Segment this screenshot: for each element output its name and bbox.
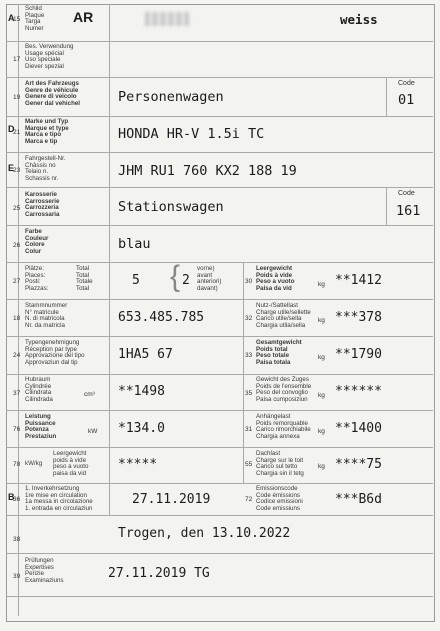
divider [6,116,433,117]
field-number: 38 [13,536,21,543]
field-number: 26 [13,242,21,249]
payload-value: ***378 [335,310,382,325]
body-code: 161 [396,203,421,219]
divider [6,152,433,153]
code-label: Code [398,190,415,197]
first-registration-value: 27.11.2019 [132,492,211,507]
seats-front-value: 2 [182,273,190,288]
label-chassis: Fahrgestell-Nr. Châssis no Telaio n. Schassis nr. [25,155,66,182]
unit-kw: kW [88,428,98,435]
label-plate: Schild Plaque Targa Numer [25,5,45,32]
field-number: 19 [13,94,21,101]
field-number: 36 [13,496,21,503]
divider [6,336,433,337]
chassis-value: JHM RU1 760 KX2 188 19 [118,163,297,179]
unit-kg: kg [318,317,325,324]
section-b-letter: B [8,492,15,502]
code-label: Code [398,80,415,87]
vehicle-type-value: Personenwagen [118,89,224,105]
field-number: 15 [13,16,21,23]
unit-kg: kg [318,463,325,470]
divider [6,262,433,263]
label-first-registration: 1. Inverkehrsetzung 1re mise en circulation 1a messa in circolazione 1. entrada en circulaziun [25,485,93,512]
field-number: 31 [245,426,253,433]
label-total-weight: Gesamtgewicht Poids total Peso totale Paisa totala [256,339,302,366]
redacted-plate-number [145,12,189,26]
unit-kg: kg [318,354,325,361]
train-weight-value: ****** [335,384,382,399]
power-value: *134.0 [118,421,165,436]
label-seats-front: vorne) avant anteriori) davant) [197,265,222,292]
divider [6,374,433,375]
field-number: 18 [13,315,21,322]
label-payload: Nutz-/Sattellast Charge utile/sellette Carico utile/sella Chargia utila/sella [256,302,311,329]
label-seats-total: Total Total Totale Total [76,265,93,292]
section-d-letter: D [8,124,15,134]
label-empty-weight: Leergewicht Poids à vide Peso a vuoto Paisa da vid [256,265,295,292]
label-inspections: Prüfungen Expertises Perizie Examinaziuns [25,557,64,584]
label-type-approval: Typengenehmigung Réception par type Approvazione del tipo Approvaziun dal tip [25,339,85,366]
body-value: Stationswagen [118,199,224,215]
code-box-line [386,77,387,116]
label-power: Leistung Puissance Potenza Prestaziun [25,413,57,440]
label-emission-code: Emissionscode Code émissions Codice emissioni Code emissiuns [256,485,303,512]
label-special-use: Bes. Verwendung Usage spécial Uso speciale Diever spezial [25,43,74,70]
label-power-weight: Leergewicht poids à vide peso a vuoto paisa da vid [53,450,89,477]
matricule-value: 653.485.785 [118,310,205,325]
plate-color: weiss [340,12,378,27]
label-column-line [109,4,110,515]
field-number: 35 [245,390,253,397]
label-color: Farbe Couleur Colore Colur [25,228,49,255]
divider [6,299,433,300]
label-body: Karosserie Carrosserie Carrozzeria Carrossaria [25,191,60,218]
label-trailer-load: Anhängelast Poids remorquable Carico rimorchiabile Chargia annexa [256,413,311,440]
divider [6,187,433,188]
middle-column-line [243,262,244,483]
field-number: 37 [13,390,21,397]
roof-load-value: ****75 [335,457,382,472]
label-train-weight: Gewicht des Zuges Poids de l'ensemble Peso del convoglio Paisa cumposiziun [256,376,312,403]
field-number: 27 [13,278,21,285]
field-number: 55 [245,461,253,468]
unit-kg: kg [318,428,325,435]
label-roof-load: Dachlast Charge sur le toit Carico sul tetto Chargia sin il tetg [256,450,304,477]
label-kw-kg: kW/kg [25,460,43,467]
make-model-value: HONDA HR-V 1.5i TC [118,126,265,142]
field-number: 30 [245,278,253,285]
unit-kg: kg [318,392,325,399]
plate-canton: AR [73,9,94,25]
divider [6,77,433,78]
field-number: 32 [245,315,253,322]
label-displacement: Hubraum Cylindrée Cilindrata Cilindrada [25,376,53,403]
vehicle-type-code: 01 [398,92,415,108]
type-approval-value: 1HA5 67 [118,347,173,362]
trailer-load-value: **1400 [335,421,382,436]
field-number: 17 [13,56,21,63]
label-matricule: Stammnummer N° matricule N. di matricola Nr. da matricla [25,302,68,329]
divider [6,447,433,448]
divider [6,410,433,411]
divider [6,483,433,484]
section-e-letter: E [8,163,15,173]
label-vehicle-type: Art des Fahrzeugs Genre de véhicule Genere di veicolo Gener dal vehichel [25,80,81,107]
color-value: blau [118,236,151,252]
brace-glyph: { [170,260,181,293]
field-number: 24 [13,352,21,359]
unit-kg: kg [318,281,325,288]
empty-weight-value: **1412 [335,273,382,288]
power-weight-value: ***** [118,457,158,472]
field-number: 78 [13,461,21,468]
divider [6,596,433,597]
divider [6,553,433,554]
field-number: 76 [13,426,21,433]
label-seats: Plätze: Places: Posti: Plazzas: [25,265,49,292]
divider [6,41,433,42]
divider [6,515,433,516]
field-number: 23 [13,167,21,174]
label-make-type: Marke und Typ Marque et type Marca e tipo Marca e tip [25,118,69,145]
field-number: 39 [13,573,21,580]
field-number: 33 [245,352,253,359]
field-number: 21 [13,129,21,136]
section-a-letter: A [8,13,15,23]
total-weight-value: **1790 [335,347,382,362]
place-date-value: Trogen, den 13.10.2022 [118,526,291,541]
inspections-value: 27.11.2019 TG [108,566,210,581]
displacement-value: **1498 [118,384,165,399]
emission-code-value: ***B6d [335,492,382,507]
field-number: 25 [13,205,21,212]
field-number: 72 [245,496,253,503]
unit-cm3: cm³ [84,391,95,398]
seats-total-value: 5 [132,273,140,288]
divider [6,225,433,226]
code-box-line [386,187,387,225]
